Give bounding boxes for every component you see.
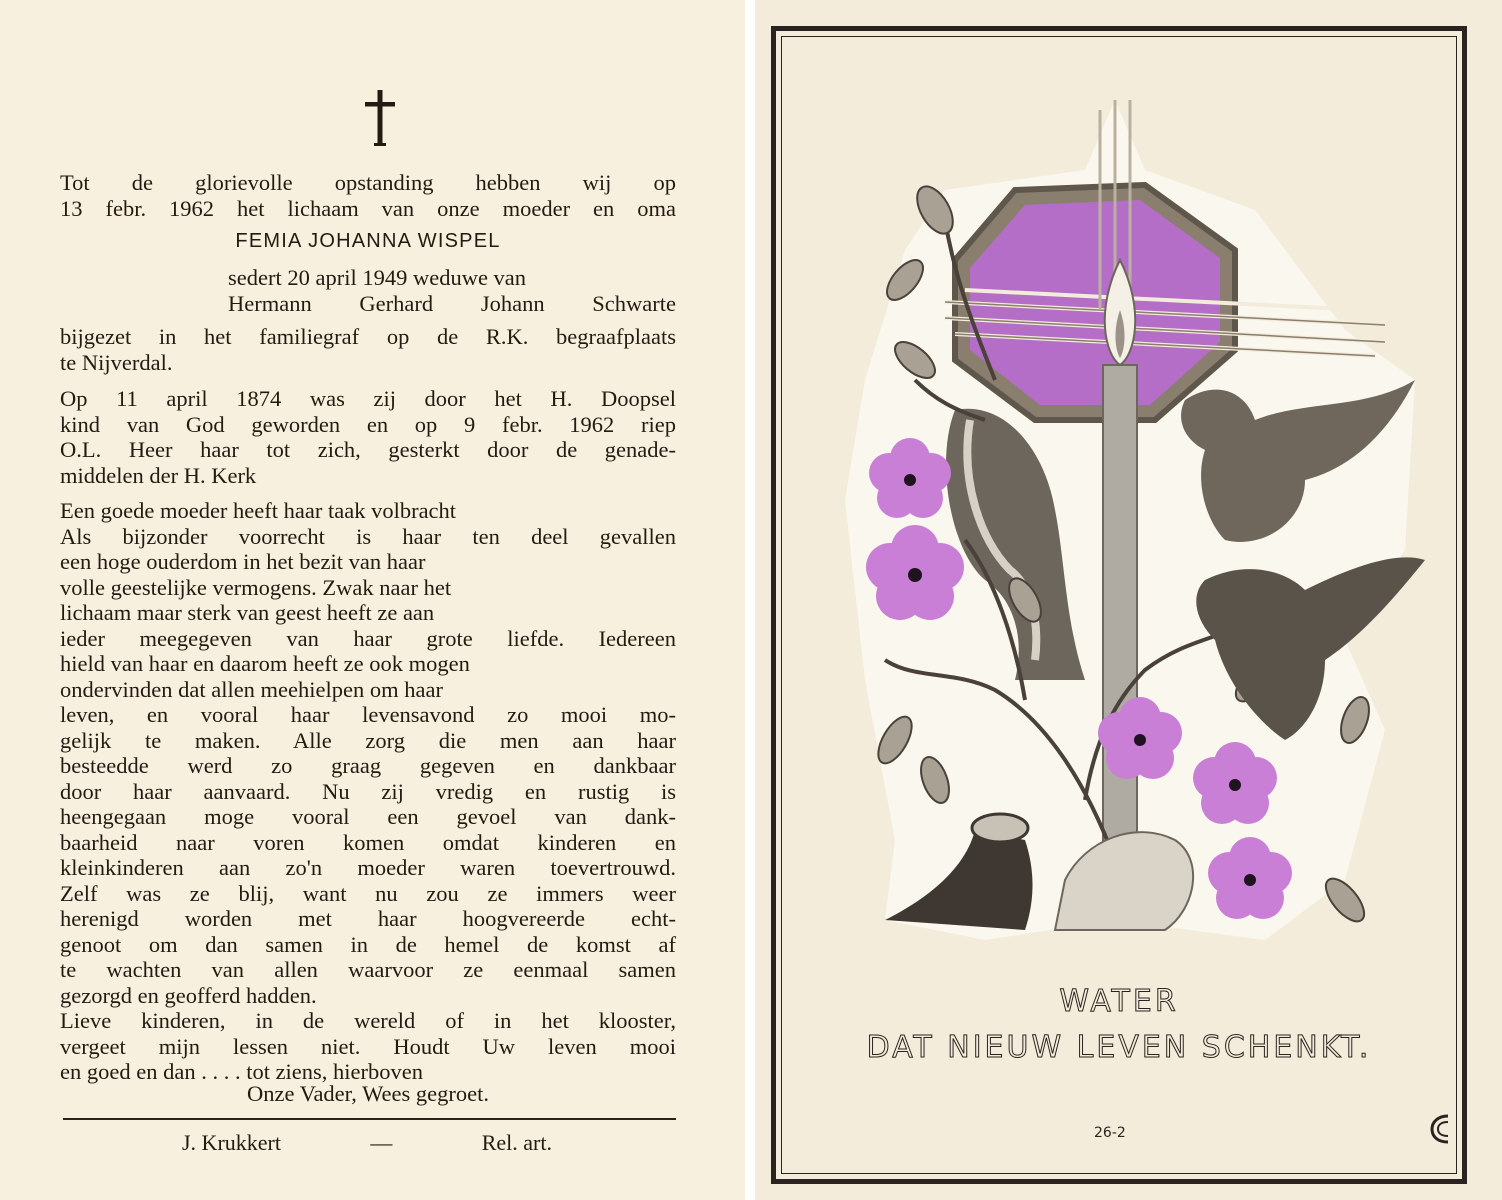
- text-line: en goed en dan . . . . tot ziens, hierboven: [60, 1059, 424, 1084]
- baptism-paragraph: [60, 386, 676, 488]
- text-line: middelen der H. Kerk: [60, 462, 257, 488]
- text-line: lichaam maar sterk van geest heeft ze aan: [60, 600, 435, 625]
- text-line: Zelf was ze blij, want nu zou ze immers weer: [60, 880, 676, 906]
- text-line: volle geestelijke vermogens. Zwak naar het: [60, 574, 452, 600]
- printer-footer: [182, 1130, 552, 1156]
- text-line: 13 febr. 1962 het lichaam van onze moeder en oma: [60, 195, 676, 221]
- footer-divider: [63, 1118, 676, 1120]
- text-line: O.L. Heer haar tot zich, gesterkt door de genade-: [60, 437, 676, 462]
- text-line: baarheid naar voren komen omdat kinderen en: [60, 829, 676, 855]
- footer-dash: —: [370, 1130, 393, 1155]
- text-line: kleinkinderen aan zo'n moeder waren toevertrouwd.: [60, 855, 676, 880]
- text-line: bijgezet in het familiegraf op de R.K. begraafplaats: [60, 324, 676, 349]
- motto-line-1: WATER: [1059, 984, 1179, 1019]
- text-line: ieder meegegeven van haar grote liefde. Iedereen: [60, 625, 676, 651]
- text-line: door haar aanvaard. Nu zij vredig en rustig is: [60, 778, 676, 804]
- text-line: kind van God geworden en op 9 febr. 1962 riep: [60, 411, 676, 437]
- text-line: Als bijzonder voorrecht is haar ten deel gevallen: [60, 523, 676, 549]
- printer-type: Rel. art.: [481, 1130, 552, 1155]
- text-line: te Nijverdal.: [60, 349, 173, 375]
- candle-doves-flowers-illustration: [785, 80, 1455, 980]
- text-line: te wachten van allen waarvoor ze eenmaal samen: [60, 957, 676, 982]
- text-line: Lieve kinderen, in de wereld of in het klooster,: [60, 1008, 676, 1033]
- printer-name: J. Krukkert: [182, 1130, 281, 1155]
- text-line: genoot om dan samen in de hemel de komst af: [60, 931, 676, 957]
- motto-line-2: DAT NIEUW LEVEN SCHENKT.: [866, 1030, 1372, 1065]
- burial-paragraph: [60, 324, 676, 375]
- text-line: een hoge ouderdom in het bezit van haar: [60, 549, 426, 574]
- text-line: Hermann Gerhard Johann Schwarte: [228, 290, 676, 316]
- cross-icon: [362, 88, 398, 148]
- widow-paragraph: [228, 265, 676, 316]
- intro-paragraph: [60, 170, 676, 221]
- text-line: heengegaan moge vooral een gevoel van dank-: [60, 804, 676, 829]
- text-line: gelijk te maken. Alle zorg die men aan haar: [60, 727, 676, 753]
- publisher-logo-icon: [1428, 1112, 1454, 1146]
- card-number: 26-2: [1094, 1125, 1126, 1141]
- text-line: sedert 20 april 1949 weduwe van: [228, 265, 527, 290]
- text-line: besteedde werd zo graag gegeven en dankbaar: [60, 753, 676, 778]
- text-line: ondervinden dat allen meehielpen om haar: [60, 676, 443, 702]
- text-line: Een goede moeder heeft haar taak volbracht: [60, 498, 457, 523]
- closing-prayer: Onze Vader, Wees gegroet.: [247, 1081, 489, 1106]
- deceased-name: FEMIA JOHANNA WISPEL: [235, 230, 501, 252]
- text-line: Tot de glorievolle opstanding hebben wij op: [60, 170, 676, 195]
- poem-paragraph: [60, 498, 676, 1085]
- text-line: Op 11 april 1874 was zij door het H. Doopsel: [60, 386, 676, 411]
- text-line: gezorgd en geofferd hadden.: [60, 982, 317, 1008]
- text-line: vergeet mijn lessen niet. Houdt Uw leven mooi: [60, 1033, 676, 1059]
- text-line: hield van haar en daarom heeft ze ook mogen: [60, 651, 470, 676]
- text-line: leven, en vooral haar levensavond zo mooi mo-: [60, 702, 676, 727]
- text-line: herenigd worden met haar hoogvereerde echt-: [60, 906, 676, 931]
